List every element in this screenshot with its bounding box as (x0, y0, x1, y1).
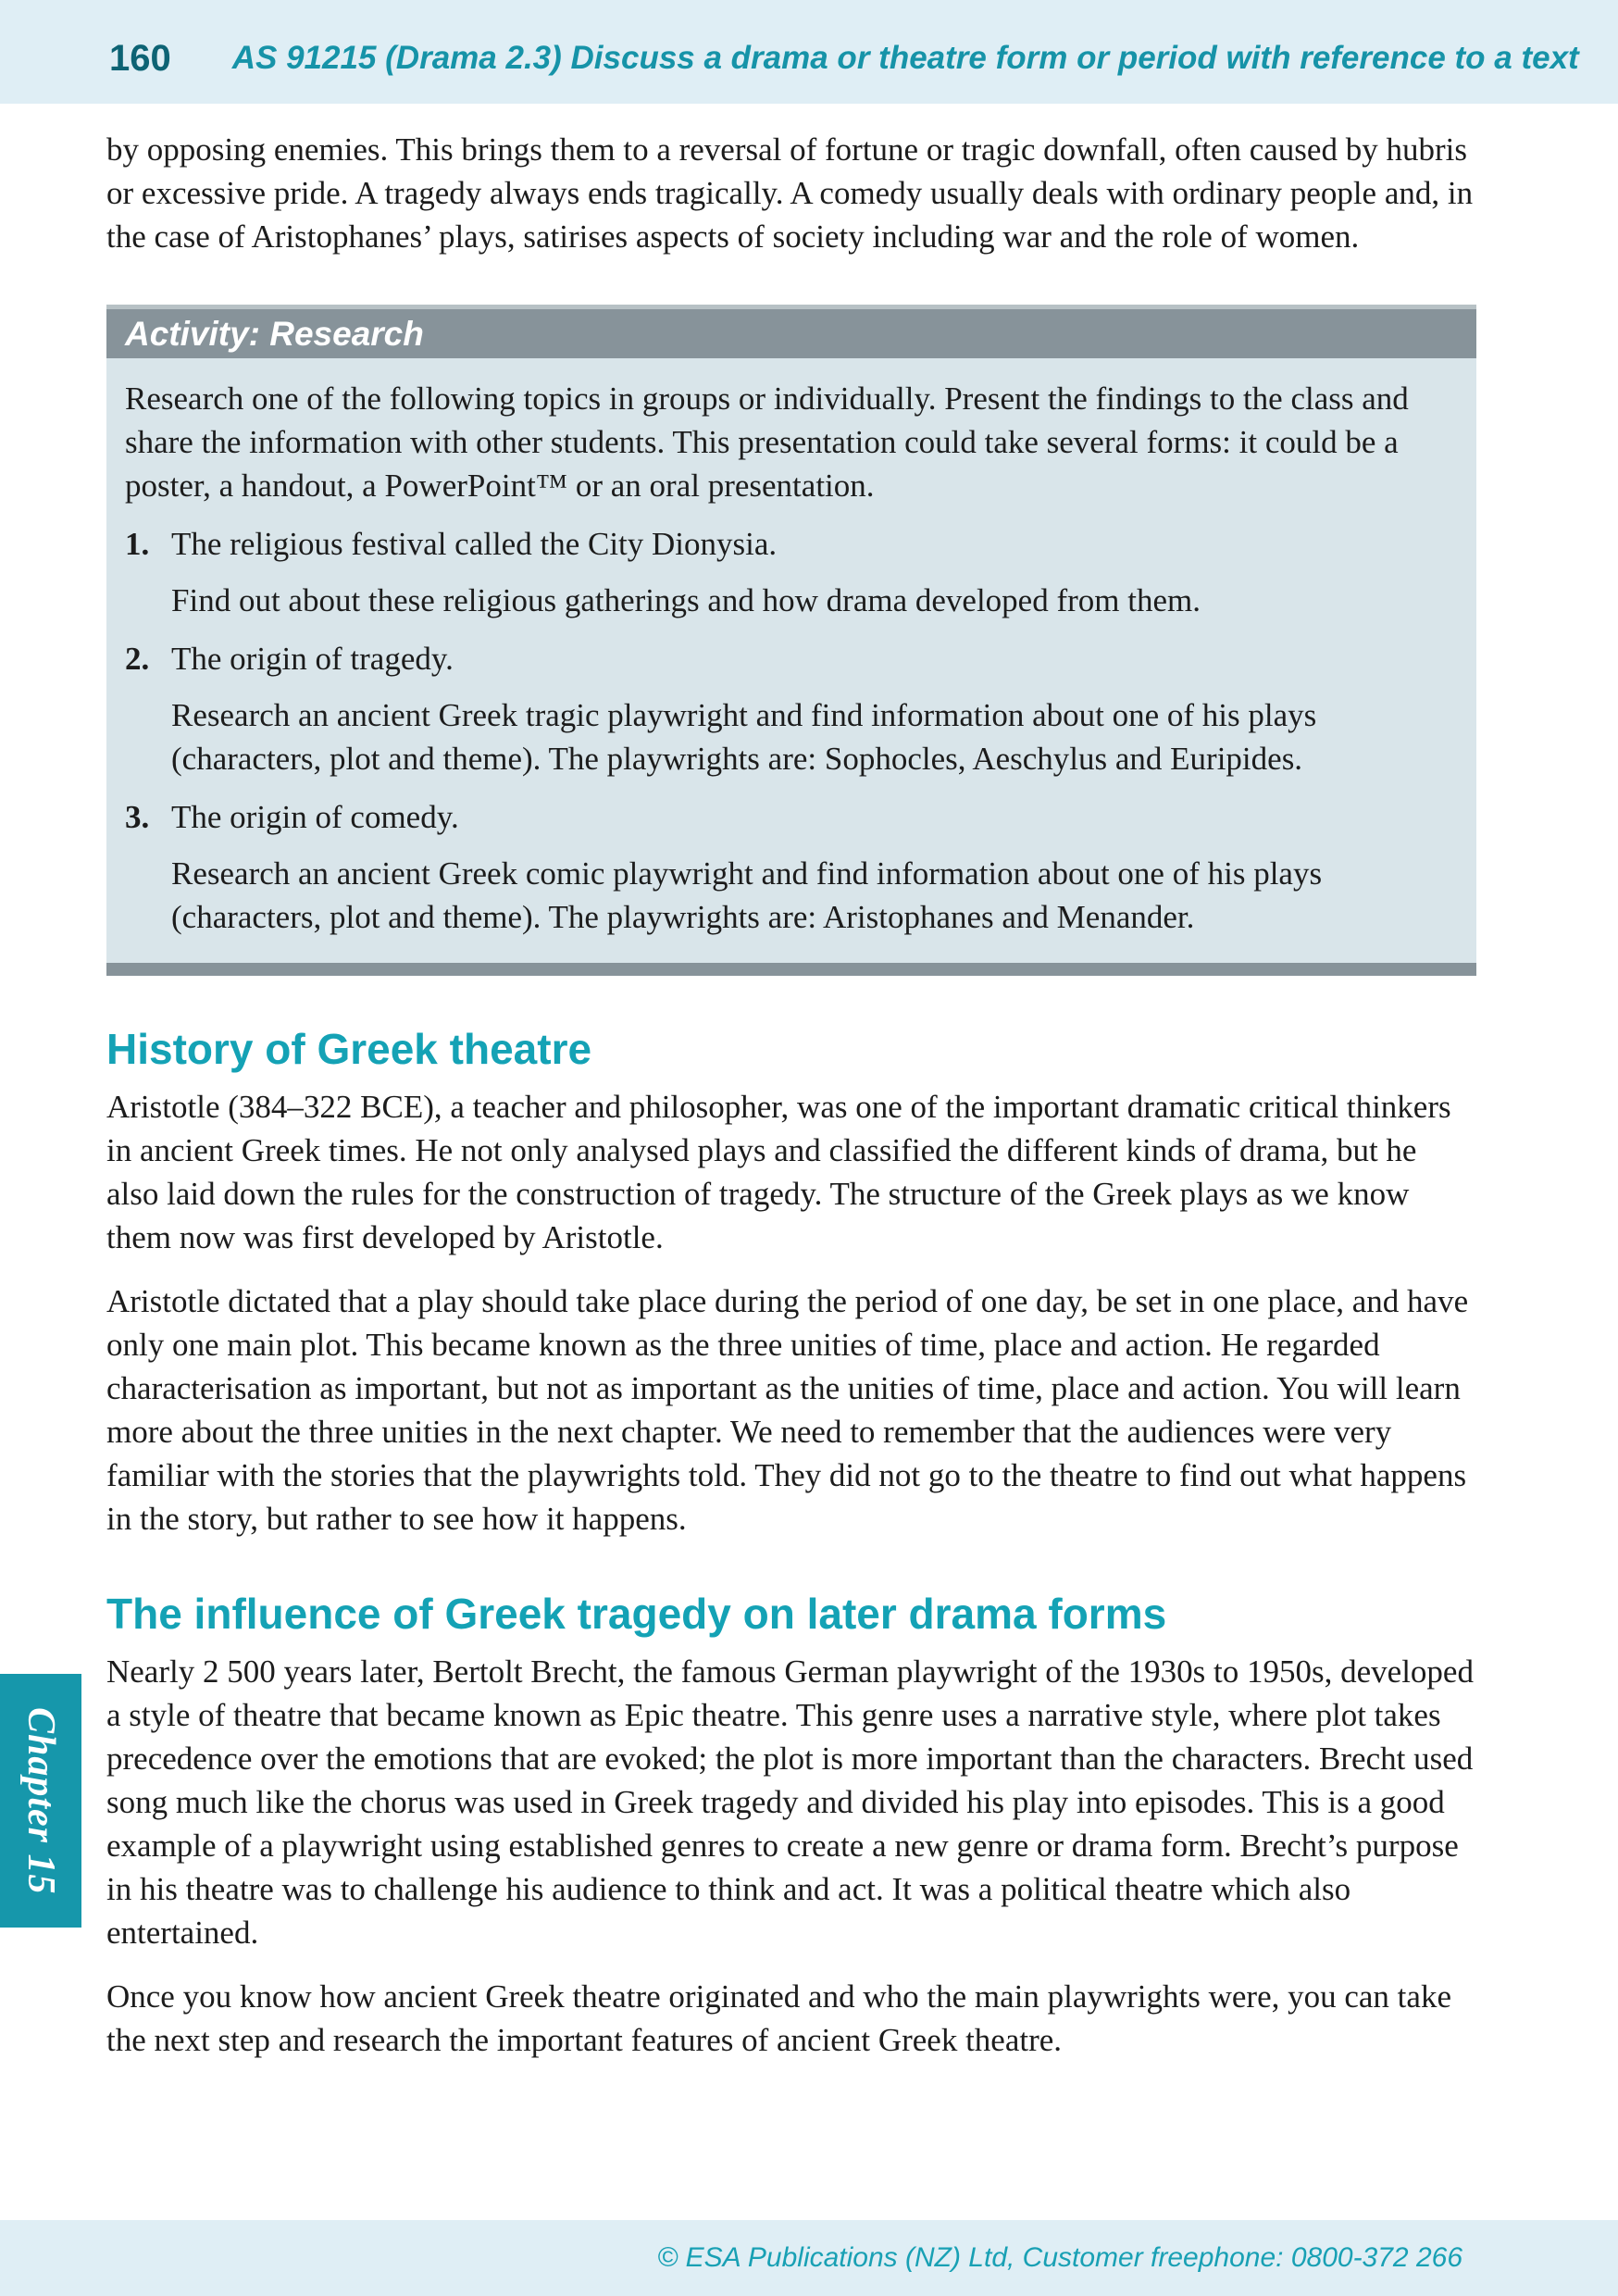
chapter-tab (0, 1674, 81, 1928)
section-history-of-greek-theatre (106, 1024, 1476, 1541)
activity-intro: Research one of the following topics in groups or individually. Present the findings to the class and share the information with other students. This presentation could take several forms: it could be a poster, a handout, a PowerPoint™ or an oral presentation. (125, 381, 1409, 504)
page-footer (0, 2220, 1618, 2296)
activity-item-detail: Research an ancient Greek comic playwright and find information about one of his plays (characters, plot and theme). The playwrights are: Aristophanes and Menander. (171, 855, 1323, 935)
activity-item-detail: Research an ancient Greek tragic playwright and find information about one of his plays (characters, plot and theme). The playwrights are: Sophocles, Aeschylus and Euripides. (171, 697, 1317, 777)
activity-header (106, 305, 1476, 358)
activity-body (106, 358, 1476, 963)
activity-item-title: The origin of tragedy. (171, 641, 454, 677)
activity-item-body (171, 637, 1454, 780)
activity-item-body (171, 522, 1454, 622)
page-number: 160 (109, 37, 171, 79)
paragraph: Nearly 2 500 years later, Bertolt Brecht, the famous German playwright of the 1930s to 1950s, developed a style of theatre that became known as Epic theatre. This genre uses a narrative style, where plot takes precedence over the emotions that are evoked; the plot is more important than the characters. Brecht used song much like the chorus was used in Greek tragedy and divided his play into episodes. This is a good example of a playwright using established genres to create a new genre or drama form. Brecht’s purpose in his theatre was to challenge his audience to think and act. It was a political theatre which also entertained. (106, 1653, 1474, 1951)
activity-item-number: 1. (125, 526, 150, 562)
header-title: AS 91215 (Drama 2.3) Discuss a drama or theatre form or period with reference to a text (231, 40, 1579, 76)
activity-box (106, 305, 1476, 976)
activity-bottom-bar (106, 963, 1476, 976)
paragraph: Aristotle dictated that a play should take place during the period of one day, be set in one place, and have only one main plot. This became known as the three unities of time, place and action. He regarded characterisation as important, but not as important as the unities of time, place and action. You will learn more about the three unities in the next chapter. We need to remember that the audiences were very familiar with the stories that the playwrights told. They did not go to the theatre to find out what happens in the story, but rather to see how it happens. (106, 1283, 1469, 1537)
activity-item-title: The origin of comedy. (171, 799, 459, 835)
activity-item (125, 522, 1454, 622)
activity-item (125, 637, 1454, 780)
activity-item-number: 3. (125, 799, 150, 835)
activity-item-number: 2. (125, 641, 150, 677)
section-heading: The influence of Greek tragedy on later drama forms (106, 1590, 1167, 1638)
activity-title: Activity: Research (125, 314, 424, 353)
footer-text: © ESA Publications (NZ) Ltd, Customer freephone: 0800-372 266 (657, 2242, 1462, 2273)
page-content (106, 128, 1476, 2062)
activity-item-title: The religious festival called the City Dionysia. (171, 526, 778, 562)
section-influence-of-greek-tragedy (106, 1589, 1476, 2062)
activity-item-body (171, 795, 1454, 939)
paragraph: Aristotle (384–322 BCE), a teacher and philosopher, was one of the important dramatic critical thinkers in ancient Greek times. He not only analysed plays and classified the different kinds of drama, but he also laid down the rules for the construction of tragedy. The structure of the Greek plays as we know them now was first developed by Aristotle. (106, 1089, 1451, 1255)
page-header (0, 0, 1618, 104)
intro-paragraph: by opposing enemies. This brings them to a reversal of fortune or tragic downfall, often caused by hubris or excessive pride. A tragedy always ends tragically. A comedy usually deals with ordinary people and, in the case of Aristophanes’ plays, satirises aspects of society including war and the role of women. (106, 131, 1474, 255)
paragraph: Once you know how ancient Greek theatre originated and who the main playwrights were, you can take the next step and research the important features of ancient Greek theatre. (106, 1978, 1451, 2058)
section-heading: History of Greek theatre (106, 1025, 592, 1073)
chapter-tab-label: Chapter 15 (19, 1706, 62, 1895)
activity-item (125, 795, 1454, 939)
activity-item-detail: Find out about these religious gatherings and how drama developed from them. (171, 582, 1201, 618)
